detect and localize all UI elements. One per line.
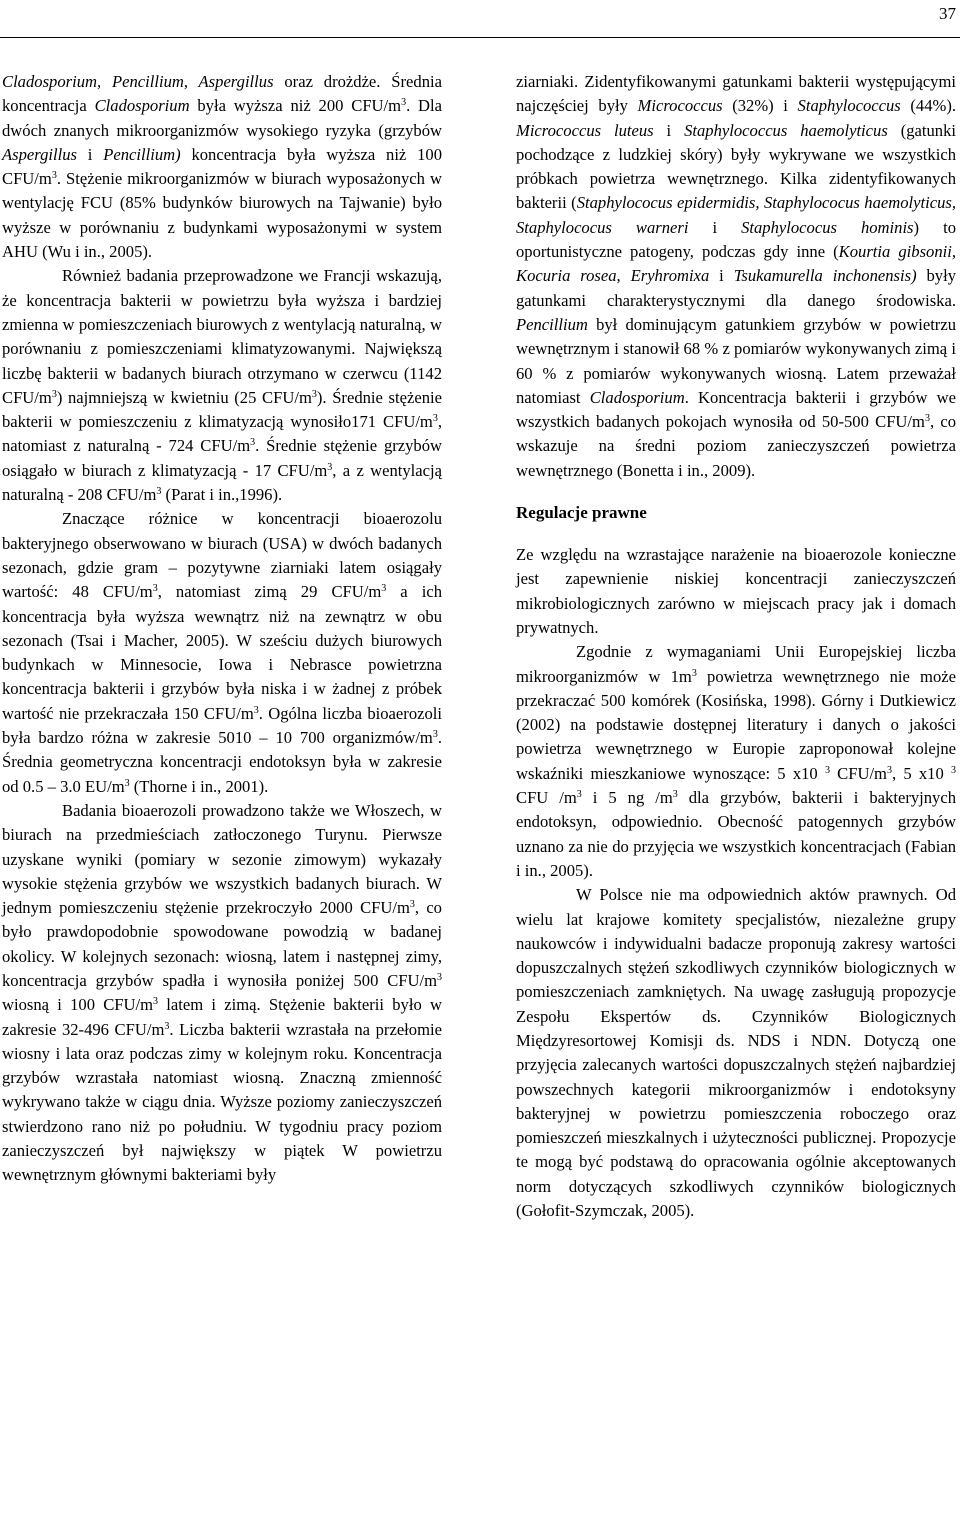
right-column [516, 70, 956, 1223]
page-number: 37 [939, 4, 956, 23]
right-paragraph-1: ziarniaki. Zidentyfikowanymi gatunkami bakterii występującymi najczęściej były Micrococcus (32%) i Staphylococcus (44%). Micrococcus luteus i Staphylococcus haemolyticus (gatunki pochodzące z ludzkiej skóry) były wykrywane we wszystkich próbkach powietrza wewnętrznego. Kilka zidentyfikowanych bakterii (Staphylococus epidermidis, Staphylococus haemolyticus, Staphylococus warneri i Staphylococus hominis) to oportunistyczne patogeny, podczas gdy inne (Kourtia gibsonii, Kocuria rosea, Eryhromixa i Tsukamurella inchonensis) były gatunkami charakterystycznymi dla danego środowiska. Pencillium był dominującym gatunkiem grzybów w powietrzu wewnętrznym i stanowił 68 % z pomiarów wykonywanych zimą i 60 % z pomiarów wykonywanych wiosną. Latem przeważał natomiast Cladosporium. Koncentracja bakterii i grzybów we wszystkich badanych pokojach wynosiła od 50-500 CFU/$m^3$, co wskazuje na średni poziom zanieczyszczeń powietrza wewnętrznego (Bonetta i in., 2009). [516, 72, 957, 480]
right-paragraph-4: W Polsce nie ma odpowiednich aktów prawnych. Od wielu lat krajowe komitety specjalistów, niezależne grupy naukowców i indywidualni badacze proponują zakresy wartości dopuszczalnych stężeń szkodliwych czynników biologicznych w pomieszczeniach zamkniętych. Na uwagę zasługują propozycje Zespołu Ekspertów ds. Czynników Biologicznych Międzyresortowej Komisji ds. NDS i NDN. Dotyczą one przyjęcia zalecanych wartości dopuszczalnych stężeń najbardziej powszechnych kategorii mikroorganizmów i endotoksyny bakteryjnej w powietrzu pomieszczenia roboczego oraz pomieszczeń mieszkalnych i użyteczności publicznej. Propozycje te mogą być podstawą do opracowania ogólnie akceptowanych norm dotyczących szkodliwych czynników biologicznych (Gołofit-Szymczak, 2005). [516, 885, 956, 1221]
right-paragraph-3: Zgodnie z wymaganiami Unii Europejskiej liczba mikroorganizmów w $1m^3$ powietrza wewnętrznego nie może przekraczać 500 komórek (Kosińska, 1998). Górny i Dutkiewicz (2002) na podstawie dostępnej literatury i danych o jakości powietrza wewnętrznego w Europie zaproponował kolejne wskaźniki mieszkaniowe wynoszące: 5 x10 $^3$ CFU/$m^3$, 5 x10 $^3$ CFU $/m^3$ i 5 ng $/m^3$ dla grzybów, bakterii i bakteryjnych endotoksyn, odpowiednio. Obecność patogennych grzybów uznano za nie do przyjęcia we wszystkich koncentracjach (Fabian i in., 2005). [516, 642, 957, 880]
left-paragraph-2: Również badania przeprowadzone we Francji wskazują, że koncentracja bakterii w powietrzu była wyższa i bardziej zmienna w pomieszczeniach biurowych z wentylacją naturalną, w porównaniu z pomieszczeniami klimatyzowanymi. Największą liczbę bakterii w badanych biurach otrzymano w czerwcu (1142 CFU/$m^3$) najmniejszą w kwietniu (25 CFU/$m^3$). Średnie stężenie bakterii w pomieszczeniu z klimatyzacją wynosiło171 CFU/$m^3$, natomiast z naturalną - 724 CFU/$m^3$. Średnie stężenie grzybów osiągało w biurach z klimatyzacją - 17 CFU/$m^3$, a z wentylacją naturalną - 208 CFU/$m^3$ (Parat i in.,1996). [2, 266, 443, 505]
left-column [2, 70, 442, 1188]
section-heading: Regulacje prawne [516, 503, 647, 523]
left-paragraph-4: Badania bioaerozoli prowadzono także we Włoszech, w biurach na przedmieściach zatłoczonego Turynu. Pierwsze uzyskane wyniki (pomiary w sezonie zimowym) wykazały wysokie stężenia grzybów we wszystkich badanych biurach. W jednym pomieszczeniu stężenie przekroczyło 2000 CFU/$m^3$, co było prawdopodobnie spowodowane powodzią w badanej okolicy. W kolejnych sezonach: wiosną, latem i następnej zimy, koncentracja grzybów spadła i wynosiła poniżej 500 CFU/$m^3$ wiosną i 100 CFU/$m^3$ latem i zimą. Stężenie bakterii było w zakresie 32-496 CFU/$m^3$. Liczba bakterii wzrastała na przełomie wiosny i lata oraz podczas zimy w kolejnym roku. Koncentracja grzybów wzrastała natomiast wiosną. Znaczną zmienność wykrywano także w ciągu dnia. Wyższe poziomy zanieczyszczeń stwierdzono rano niż po południu. W tygodniu pracy poziom zanieczyszczeń był największy w piątek W powietrzu wewnętrznym głównymi bakteriami były [2, 800, 442, 1185]
header-rule [0, 37, 960, 38]
left-paragraph-3: Znaczące różnice w koncentracji bioaerozolu bakteryjnego obserwowano w biurach (USA) w dwóch badanych sezonach, gdzie gram – pozytywne ziarniaki latem osiągały wartość: 48 CFU/$m^3$, natomiast zimą 29 CFU/$m^3$ a ich koncentracja była wyższa wewnątrz niż na zewnątrz w obu sezonach (Tsai i Macher, 2005). W sześciu dużych biurowych budynkach w Minnesocie, Iowa i Nebrasce powietrzna koncentracja bakterii i grzybów była niska i w żadnej z próbek wartość nie przekraczała 150 CFU/$m^3$. Ogólna liczba bioaerozoli była bardzo różna w zakresie 5010 – 10 700 organizmów/$m^3$. Średnia geometryczna koncentracji endotoksyn była w zakresie od 0.5 – 3.0 $EU/m^3$ (Thorne i in., 2001). [2, 509, 442, 796]
left-paragraph-1: Cladosporium, Pencillium, Aspergillus oraz drożdże. Średnia koncentracja Cladosporium była wyższa niż 200 CFU/$m^3$. Dla dwóch znanych mikroorganizmów wysokiego ryzyka (grzybów Aspergillus i Pencillium) koncentracja była wyższa niż 100 CFU/$m^3$. Stężenie mikroorganizmów w biurach wyposażonych w wentylację FCU (85% budynków biurowych na Tajwanie) było wyższe w porównaniu z budynkami wyposażonymi w system AHU (Wu i in., 2005). [2, 72, 442, 262]
right-paragraph-2: Ze względu na wzrastające narażenie na bioaerozole konieczne jest zapewnienie niskiej koncentracji zanieczyszczeń mikrobiologicznych zarówno w miejscach pracy jak i domach prywatnych. [516, 545, 956, 637]
